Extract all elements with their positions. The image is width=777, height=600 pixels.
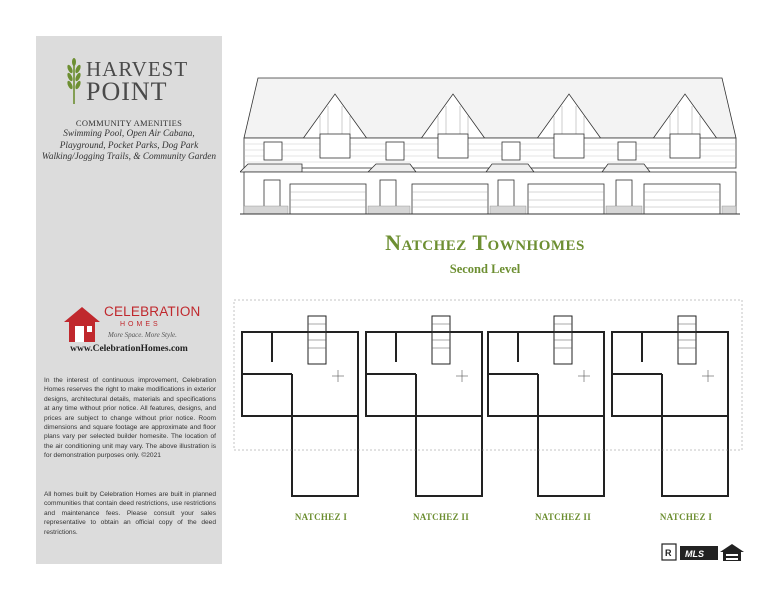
deed-restrictions-paragraph: All homes built by Celebration Homes are built in planned communities that contain deed restrictions, use restrictions and maintenance fees. Please consult your sales representative to obtain an official copy of the deed restrictions.	[44, 491, 216, 536]
unit-4-plan	[612, 316, 728, 496]
amenities-line: Playground, Pocket Parks, Dog Park	[59, 140, 199, 151]
amenities-title: COMMUNITY AMENITIES	[75, 118, 183, 128]
builder-tagline: More Space. More Style.	[108, 331, 177, 339]
unit-label-1: NATCHEZ I	[294, 512, 348, 522]
unit-label-2: NATCHEZ II	[412, 512, 470, 522]
builder-sub: HOMES	[120, 321, 161, 328]
sidebar	[36, 36, 222, 564]
wheat-icon	[64, 58, 84, 104]
logo-line-1: HARVEST	[86, 57, 189, 81]
realtor-mls-eho-icons	[660, 540, 750, 568]
page-subtitle: Second Level	[449, 262, 521, 276]
unit-label-3: NATCHEZ II	[534, 512, 592, 522]
mls-badge-text: MLS	[685, 549, 704, 559]
website-link[interactable]: www.CelebrationHomes.com	[70, 344, 188, 354]
amenities-list	[40, 129, 218, 164]
unit-label-4: NATCHEZ I	[659, 512, 713, 522]
svg-text:R: R	[665, 548, 672, 558]
front-elevation-drawing	[240, 76, 740, 222]
amenities-line: Swimming Pool, Open Air Cabana,	[63, 129, 195, 139]
page-title: Natchez Townhomes	[385, 230, 585, 255]
builder-name: CELEBRATION	[104, 304, 201, 319]
unit-3-plan	[488, 316, 604, 496]
unit-2-plan	[366, 316, 482, 496]
logo-line-2: POINT	[86, 77, 168, 106]
compliance-badges	[660, 540, 750, 568]
second-level-floor-plan	[232, 296, 744, 506]
amenities-line: Walking/Jogging Trails, & Community Garden	[41, 152, 217, 162]
unit-1-plan	[242, 316, 358, 496]
harvest-point-logo	[64, 56, 214, 106]
house-icon	[62, 304, 102, 344]
logo-wordmark	[86, 58, 188, 104]
disclaimer-paragraph: In the interest of continuous improvement, Celebration Homes reserves the right to make modifications in exterior designs, architectural details, materials and specifications at any time without prior notice. All features, designs, and prices are subject to change without prior notice. Room dimensions and square footage are approximate and floor plans vary per selected builder homesite. The location of the air conditioning unit may vary. The above illustration is for demonstration purposes only. ©2021	[44, 377, 216, 460]
